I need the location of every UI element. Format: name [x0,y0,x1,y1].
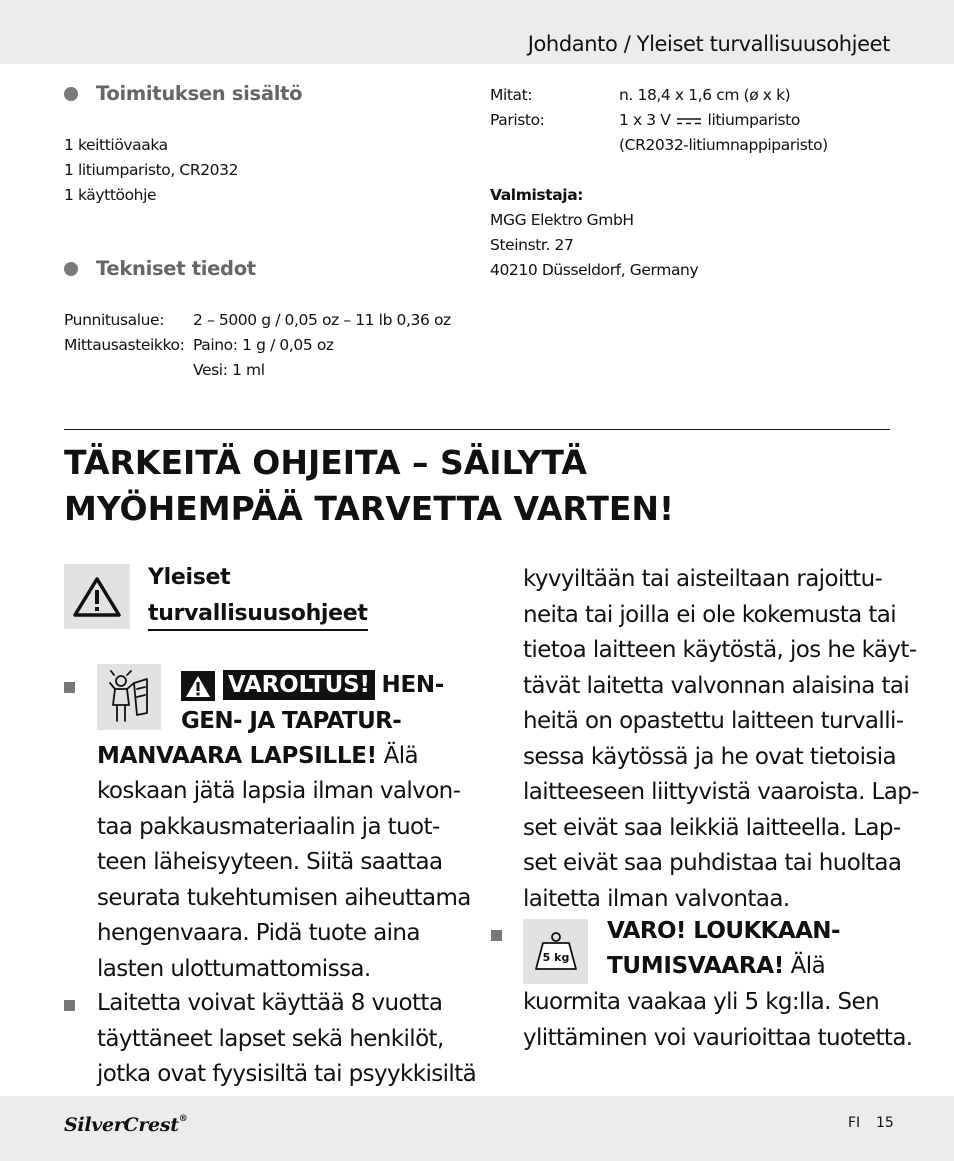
range-label: Punnitusalue: [64,311,165,329]
warning3-heading: TUMISVAARA! [607,953,784,979]
warning-triangle-box [64,564,130,629]
section-divider [64,429,890,430]
safety-title [148,560,368,632]
manufacturer-line: 40210 Düsseldorf, Germany [490,261,699,279]
main-title-line: TÄRKEITÄ OHJEITA – SÄILYTÄ [64,443,587,482]
battery-label: Paristo: [490,111,545,129]
bullet-dot-icon [64,87,78,101]
warning1-header-line [181,668,444,704]
item2-text: Laitetta voivat käyttää 8 vuotta [97,990,443,1016]
item2-text: set eivät saa puhdistaa tai huoltaa [523,850,902,876]
warning1-body [97,774,471,987]
weight-5kg-icon [532,930,580,974]
bullet-square-icon [64,682,75,693]
safety-title-line: turvallisuusohjeet [148,599,368,631]
scale-value-weight: Paino: 1 g / 0,05 oz [193,336,334,354]
item2-text: tävät laitetta valvonnan alaisina tai [523,672,910,699]
warning1-text: taa pakkausmateriaalin ja tuot- [97,813,440,840]
weight-limit-pictogram-box [523,919,588,984]
item2-text: set eivät saa leikkiä laitteella. Lap- [523,814,901,841]
warning1-text: teen läheisyyteen. Siitä saattaa [97,849,443,875]
warning1-text: lasten ulottumattomissa. [97,955,371,982]
child-suffocation-icon [107,669,151,725]
bullet-square-icon [491,930,502,941]
bullet-square-icon [64,1000,75,1011]
manufacturer-line: MGG Elektro GmbH [490,211,634,229]
manufacturer-heading: Valmistaja: [490,186,584,204]
item2-text: laitteeseen liittyvistä vaaroista. Lap- [523,779,919,805]
item2-text: tietoa laitteen käytöstä, jos he käyt- [523,637,917,663]
weight-icon-label: 5 kg [542,950,569,964]
manufacturer-address [490,208,698,283]
item2-continued [523,562,919,917]
range-value: 2 – 5000 g / 0,05 oz – 11 lb 0,36 oz [193,311,451,329]
running-header-title: Johdanto / Yleiset turvallisuusohjeet [527,32,890,56]
registered-mark: ® [178,1114,188,1124]
tech-heading [64,257,256,280]
warning-triangle-badge-icon [181,671,215,701]
item2-text: sessa käytössä ja he ovat tietoisia [523,743,897,770]
warning1-heading: HEN- [381,672,445,698]
item2-body [97,986,476,1093]
item2-text: jotka ovat fyysisiltä tai psyykkisiltä [97,1061,477,1087]
warning1-text: hengenvaara. Pidä tuote aina [97,920,420,946]
language-code: FI [848,1115,861,1131]
warning3-text: kuormita vaakaa yli 5 kg:lla. Sen [523,989,880,1015]
contents-heading-text: Toimituksen sisältö [96,82,303,105]
warning-triangle-icon [72,576,122,618]
child-suffocation-pictogram-box [97,664,161,730]
safety-title-line: Yleiset [148,565,231,590]
warning1-text: seurata tukehtumisen aiheuttama [97,884,471,911]
warning1-text: koskaan jätä lapsia ilman valvon- [97,778,461,804]
warning3-line [607,949,825,985]
battery-voltage: 1 x 3 V [619,111,671,129]
warning3-text: ylittäminen voi vaurioittaa tuotetta. [523,1024,913,1051]
brand-logo-text: SilverCrest [64,1114,179,1136]
item2-text: täyttäneet lapset sekä henkilöt, [97,1025,444,1052]
contents-list [64,133,238,208]
warning1-line [97,739,418,775]
scale-label: Mittausasteikko: [64,336,185,354]
item2-text: neita tai joilla ei ole kokemusta tai [523,601,897,628]
contents-item: 1 litiumparisto, CR2032 [64,161,239,179]
page-header [0,0,954,64]
warning3-text: Älä [790,953,826,979]
warning-badge: VAROLTUS! [223,670,375,700]
main-title-line: MYÖHEMPÄÄ TARVETTA VARTEN! [64,489,675,528]
page-number: 15 [876,1115,894,1131]
manufacturer-line: Steinstr. 27 [490,236,574,254]
warning3-body [523,985,913,1056]
dimensions-value: n. 18,4 x 1,6 cm (ø x k) [619,86,791,104]
tech-heading-text: Tekniset tiedot [96,257,256,280]
item2-text: heitä on opastettu laitteen turvalli- [523,708,904,734]
warning3-heading: VARO! LOUKKAAN- [607,918,840,944]
battery-value-detail: (CR2032-litiumnappiparisto) [619,136,828,154]
main-title [64,440,674,532]
warning1-heading: MANVAARA LAPSILLE! [97,743,377,769]
dc-symbol-icon [676,116,702,126]
contents-item: 1 käyttöohje [64,186,157,204]
item2-text: kyvyiltään tai aisteiltaan rajoittu- [523,566,883,592]
brand-logo [64,1114,187,1136]
bullet-dot-icon [64,262,78,276]
contents-heading [64,82,302,105]
dimensions-label: Mitat: [490,86,533,104]
warning1-heading: GEN- JA TAPATUR- [181,708,402,734]
item2-text: laitetta ilman valvontaa. [523,885,790,912]
battery-type: litiumparisto [707,111,800,129]
scale-value-water: Vesi: 1 ml [193,361,265,379]
contents-item: 1 keittiövaaka [64,136,168,154]
warning1-text: Älä [383,743,418,769]
battery-value [619,108,800,133]
